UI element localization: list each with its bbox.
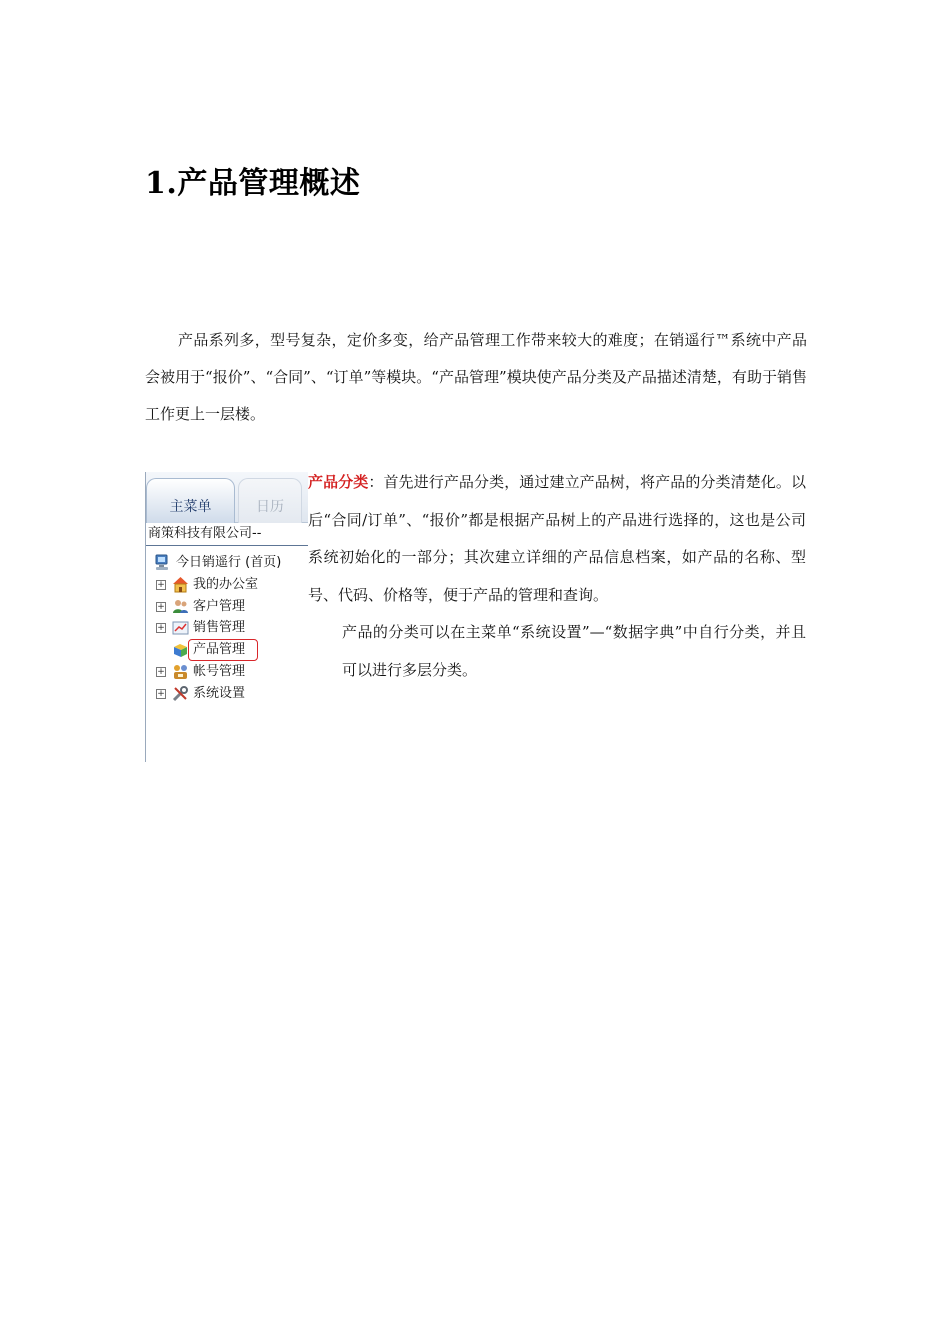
category-keyword: 产品分类	[308, 473, 369, 491]
menu-item-label: 今日销遥行 (首页)	[176, 555, 282, 570]
expand-icon[interactable]: +	[157, 688, 165, 699]
menu-item-label: 系统设置	[193, 685, 246, 701]
expand-icon[interactable]: +	[157, 579, 165, 590]
menu-item-sales[interactable]	[146, 617, 308, 639]
home-icon	[172, 576, 189, 593]
menu-item-label: 销售管理	[193, 620, 246, 636]
tools-icon	[172, 685, 189, 702]
accounts-icon	[172, 663, 189, 680]
menu-item-products[interactable]	[146, 639, 308, 661]
menu-tabs	[146, 472, 308, 523]
category-text: ：首先进行产品分类，通过建立产品树，将产品的分类清楚化。以后“合同/订单”、“报价”都是根据产品树上的产品进行选择的，这也是公司系统初始化的一部分；其次建立详细的产品信息档案，如产品的名称、型号、代码、价格等，便于产品的管理和查询。	[308, 473, 806, 604]
menu-item-label: 帐号管理	[193, 663, 246, 679]
company-name: 商策科技有限公司--	[146, 523, 308, 546]
category-setup-paragraph: 产品的分类可以在主菜单“系统设置”—“数据字典”中自行分类，并且可以进行多层分类。	[342, 623, 806, 679]
menu-item-customers[interactable]	[146, 596, 308, 618]
intro-paragraph: 产品系列多，型号复杂，定价多变，给产品管理工作带来较大的难度；在销遥行™系统中产品会被用于“报价”、“合同”、“订单”等模块。“产品管理”模块使产品分类及产品描述清楚，有助于销售工作更上一层楼。	[145, 331, 807, 423]
computer-icon	[154, 554, 171, 571]
product-icon	[172, 641, 189, 658]
expand-icon[interactable]: +	[157, 601, 165, 612]
chart-icon	[172, 619, 189, 636]
menu-item-my-office[interactable]	[146, 574, 308, 596]
product-category-section	[308, 464, 806, 689]
category-paragraph	[308, 464, 806, 614]
menu-item-label: 产品管理	[193, 642, 246, 658]
page-title: 1.产品管理概述	[145, 166, 361, 201]
menu-item-accounts[interactable]	[146, 661, 308, 683]
main-menu-screenshot	[145, 472, 308, 762]
menu-item-label: 我的办公室	[193, 576, 259, 592]
tab-calendar[interactable]: 日历	[238, 478, 302, 523]
menu-item-label: 客户管理	[193, 598, 246, 614]
users-icon	[172, 598, 189, 615]
expand-icon[interactable]: +	[157, 666, 165, 677]
expand-icon[interactable]: +	[157, 623, 165, 634]
menu-item-settings[interactable]	[146, 683, 308, 705]
menu-item-home[interactable]	[146, 552, 308, 574]
tab-main-menu[interactable]: 主菜单	[146, 478, 235, 523]
menu-tree	[146, 546, 308, 705]
